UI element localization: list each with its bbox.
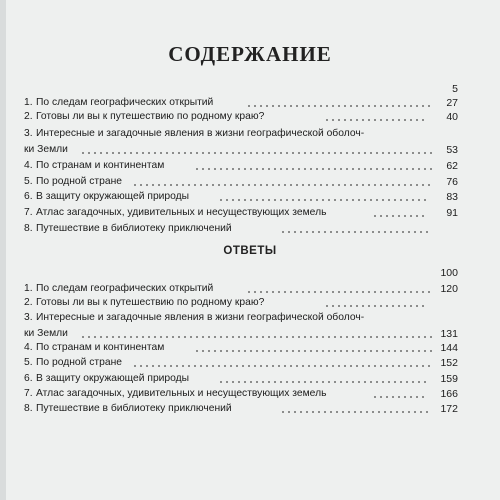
dot-leader — [246, 291, 432, 293]
entry-title: Атлас загадочных, удивительных и несуществующих земель — [36, 207, 327, 218]
contents-entry — [24, 222, 458, 236]
entry-number: 7. — [24, 388, 33, 399]
entry-page-number: 120 — [440, 283, 458, 295]
entry-number: 2. — [24, 111, 33, 122]
dot-leader — [372, 215, 428, 217]
entry-page-number: 166 — [440, 388, 458, 400]
entry-page-number: 152 — [440, 357, 458, 369]
dot-leader — [324, 305, 428, 307]
contents-entry — [24, 96, 458, 110]
entry-number: 3. — [24, 312, 33, 323]
entry-page-number: 159 — [440, 373, 458, 385]
entry-page-number: 172 — [440, 403, 458, 415]
contents-entry — [24, 175, 458, 189]
contents-entry — [24, 159, 458, 173]
entry-number: 6. — [24, 373, 33, 384]
answers-entry — [24, 296, 458, 310]
entry-title: Готовы ли вы к путешествию по родному краю? — [36, 297, 265, 308]
answers-first-page-number: 100 — [440, 267, 458, 279]
entry-page-number: 62 — [446, 160, 458, 172]
entry-number: 5. — [24, 176, 33, 187]
contents-first-page-number: 5 — [452, 83, 458, 95]
dot-leader — [80, 336, 432, 338]
answers-title: ОТВЕТЫ — [223, 245, 277, 257]
entry-number: 1. — [24, 97, 33, 108]
entry-number: 8. — [24, 223, 33, 234]
entry-title: Путешествие в библиотеку приключений — [36, 403, 232, 414]
contents-title: СОДЕРЖАНИЕ — [168, 42, 332, 66]
entry-title: По следам географических открытий — [36, 283, 214, 294]
entry-title: Готовы ли вы к путешествию по родному краю? — [36, 111, 265, 122]
entry-page-number: 144 — [440, 342, 458, 354]
dot-leader — [194, 168, 432, 170]
answers-entry — [24, 282, 458, 296]
dot-leader — [280, 411, 432, 413]
contents-entry — [24, 206, 458, 220]
dot-leader — [218, 381, 428, 383]
entry-title: По родной стране — [36, 176, 122, 187]
dot-leader — [218, 199, 428, 201]
entry-title: Интересные и загадочные явления в жизни географической оболоч- — [36, 312, 365, 323]
contents-entry — [24, 190, 458, 204]
dot-leader — [194, 350, 432, 352]
entry-number: 3. — [24, 128, 33, 139]
dot-leader — [280, 231, 432, 233]
dot-leader — [324, 119, 428, 121]
dot-leader — [132, 184, 432, 186]
entry-page-number: 91 — [446, 207, 458, 219]
answers-entry — [24, 402, 458, 416]
entry-number: 8. — [24, 403, 33, 414]
entry-title: Атлас загадочных, удивительных и несуществующих земель — [36, 388, 327, 399]
entry-number: 4. — [24, 342, 33, 353]
answers-entry — [24, 356, 458, 370]
entry-number: 1. — [24, 283, 33, 294]
entry-page-number: 76 — [446, 176, 458, 188]
answers-entry — [24, 341, 458, 355]
entry-title: В защиту окружающей природы — [36, 191, 190, 202]
entry-page-number: 83 — [446, 191, 458, 203]
entry-title: По странам и континентам — [36, 342, 165, 353]
entry-number: 4. — [24, 160, 33, 171]
contents-entry — [24, 127, 458, 141]
dot-leader — [246, 105, 432, 107]
dot-leader — [80, 152, 432, 154]
entry-title: Интересные и загадочные явления в жизни географической оболоч- — [36, 128, 365, 139]
dot-leader — [132, 365, 432, 367]
entry-number: 2. — [24, 297, 33, 308]
entry-title: Путешествие в библиотеку приключений — [36, 223, 232, 234]
entry-number: 6. — [24, 191, 33, 202]
entry-page-number: 131 — [440, 328, 458, 340]
entry-title: По странам и континентам — [36, 160, 165, 171]
entry-title: В защиту окружающей природы — [36, 373, 190, 384]
contents-entry-continuation — [24, 143, 458, 157]
contents-entry — [24, 110, 458, 124]
answers-entry — [24, 372, 458, 386]
entry-title: По следам географических открытий — [36, 97, 214, 108]
entry-number: 5. — [24, 357, 33, 368]
entry-number: 7. — [24, 207, 33, 218]
entry-title: ки Земли — [24, 144, 68, 155]
answers-entry-continuation — [24, 327, 458, 341]
entry-page-number: 53 — [446, 144, 458, 156]
answers-entry — [24, 387, 458, 401]
entry-title: По родной стране — [36, 357, 122, 368]
dot-leader — [372, 396, 428, 398]
entry-page-number: 27 — [446, 97, 458, 109]
entry-page-number: 40 — [446, 111, 458, 123]
answers-entry — [24, 311, 458, 325]
entry-title: ки Земли — [24, 328, 68, 339]
